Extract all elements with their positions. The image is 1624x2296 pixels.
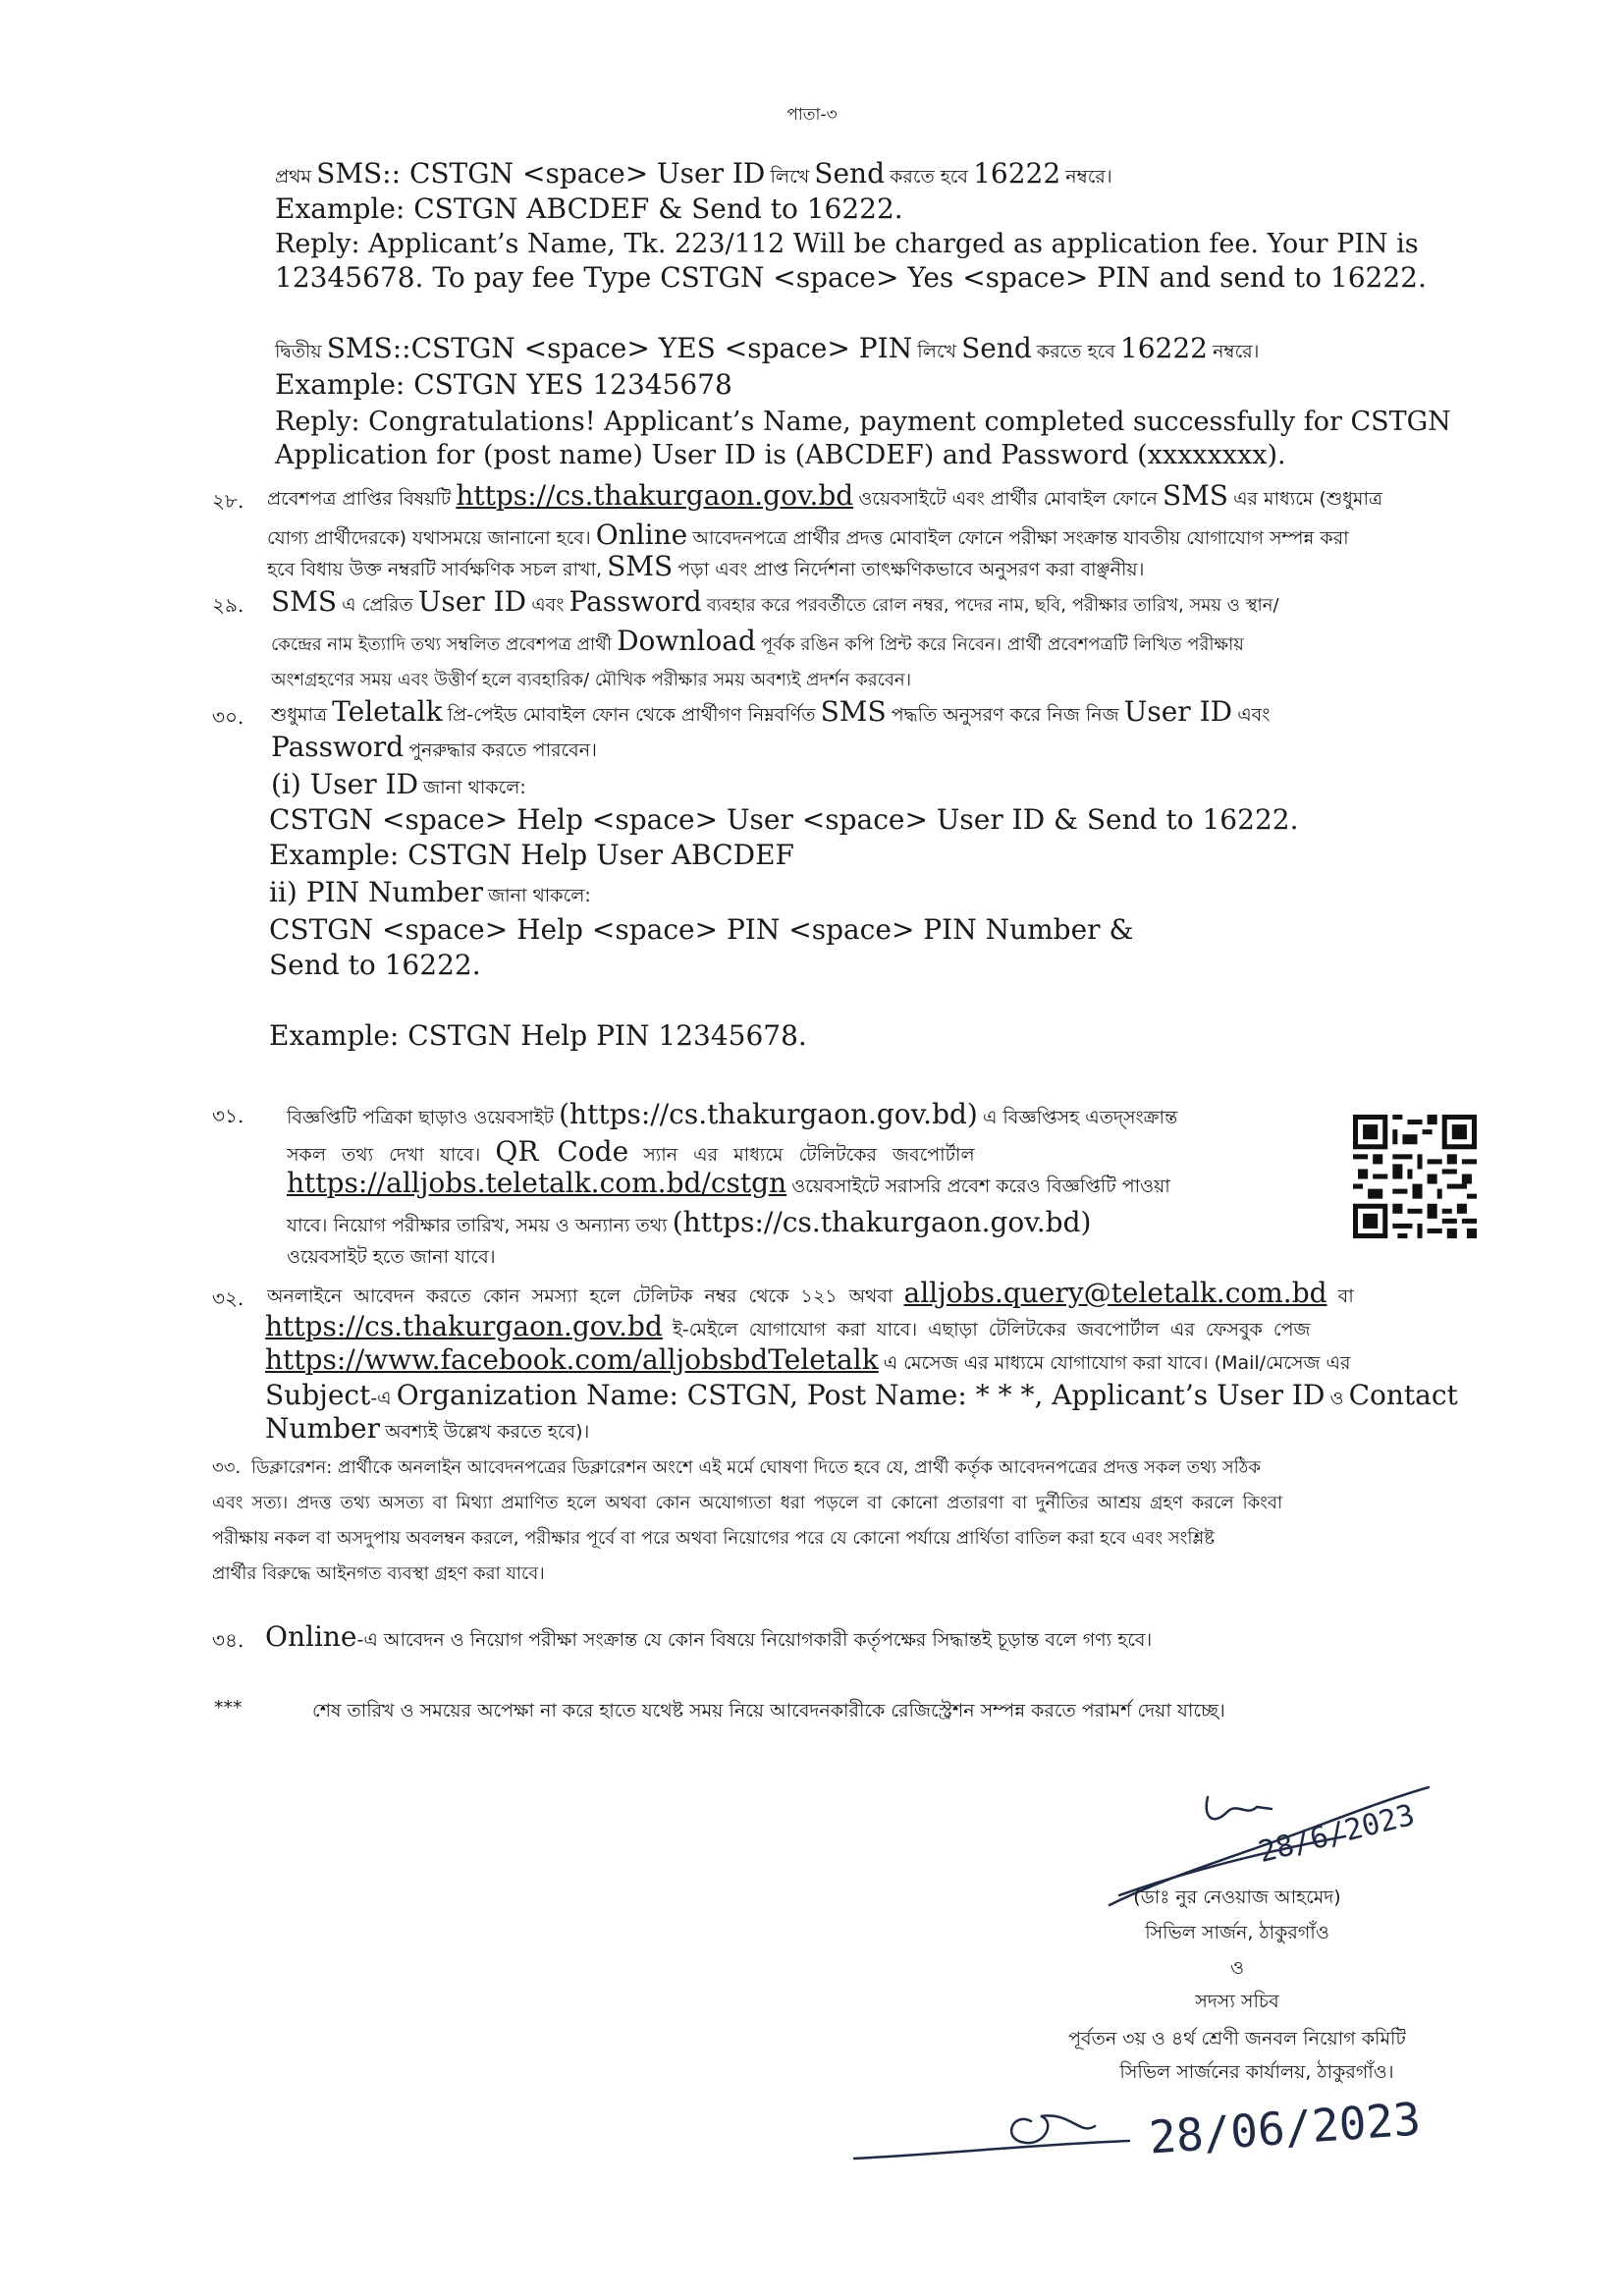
item-34-number: ৩৪.: [212, 1628, 244, 1652]
item-30-line-1: শুধুমাত্র Teletalk প্রি-পেইড মোবাইল ফোন থেকে প্রার্থীগণ নিম্নবর্ণিত SMS পদ্ধতি অনুসরণ করে নিজ নিজ User ID এবং: [271, 695, 1271, 728]
cs-website-link[interactable]: https://cs.thakurgaon.gov.bd: [456, 479, 854, 512]
signatory-title: সিভিল সার্জন, ঠাকুরগাঁও: [1145, 1922, 1329, 1943]
item-29-number: ২৯.: [212, 593, 244, 617]
page-number: পাতা-৩: [786, 105, 838, 125]
signatory-and: ও: [1230, 1957, 1244, 1979]
item-31-line-5: ওয়েবসাইট হতে জানা যাবে।: [287, 1246, 496, 1268]
item-28-line-1: প্রবেশপত্র প্রাপ্তির বিষয়টি https://cs.thakurgaon.gov.bd ওয়েবসাইটে এবং প্রার্থীর মোবাইল ফোনে SMS এর মাধ্যমে (শুধুমাত্র: [267, 479, 1382, 512]
item-30-line-3: (i) User ID জানা থাকলে:: [271, 768, 526, 800]
item-31-line-3: https://alljobs.teletalk.com.bd/cstgn ওয়েবসাইটে সরাসরি প্রবেশ করেও বিজ্ঞপ্তিটি পাওয়া: [287, 1167, 1170, 1199]
item-31-line-1: বিজ্ঞপ্তিটি পত্রিকা ছাড়াও ওয়েবসাইট (https://cs.thakurgaon.gov.bd) এ বিজ্ঞপ্তিসহ এতদ্‌সংক্রান্ত: [287, 1098, 1178, 1130]
second-sms-reply-1: Reply: Congratulations! Applicant’s Name, payment completed successfully for CSTGN: [275, 407, 1451, 437]
item-33-line-2: এবং সত্য। প্রদত্ত তথ্য অসত্য বা মিথ্যা প্রমাণিত হলে অথবা কোন অযোগ্যতা ধরা পড়লে বা কোনো প্রতারণা বা দুর্নীতির আশ্রয় গ্রহণ করলে কিংবা: [212, 1493, 1283, 1513]
item-29-line-1: SMS এ প্রেরিত User ID এবং Password ব্যবহার করে পরবর্তীতে রোল নম্বর, পদের নাম, ছবি, পরীক্ষার তারিখ, সময় ও স্থান/: [271, 585, 1279, 618]
item-30-help-pin: CSTGN <space> Help <space> PIN <space> PIN Number &: [269, 913, 1134, 946]
item-29-line-2: কেন্দ্রের নাম ইত্যাদি তথ্য সম্বলিত প্রবেশপত্র প্রার্থী Download পূর্বক রঙিন কপি প্রিন্ট করে নিবেন। প্রার্থী প্রবেশপত্রটি লিখিত পরীক্ষায়: [271, 625, 1244, 657]
first-sms-reply-1: Reply: Applicant’s Name, Tk. 223/112 Will be charged as application fee. Your PIN is: [275, 229, 1419, 259]
item-30-send-pin: Send to 16222.: [269, 949, 481, 981]
signatory-committee: পূর্বতন ৩য় ও ৪র্থ শ্রেণী জনবল নিয়োগ কমিটি: [1068, 2028, 1406, 2050]
qr-code-icon[interactable]: [1353, 1115, 1477, 1238]
item-31-line-4: যাবে। নিয়োগ পরীক্ষার তারিখ, সময় ও অন্যান্য তথ্য (https://cs.thakurgaon.gov.bd): [287, 1206, 1092, 1238]
item-29-line-3: অংশগ্রহণের সময় এবং উত্তীর্ণ হলে ব্যবহারিক/ মৌখিক পরীক্ষার সময় অবশ্যই প্রদর্শন করবেন।: [271, 670, 912, 690]
note-text: শেষ তারিখ ও সময়ের অপেক্ষা না করে হাতে যথেষ্ট সময় নিয়ে আবেদনকারীকে রেজিস্ট্রেশন সম্পন্ন করতে পরামর্শ দেয়া যাচ্ছে।: [312, 1700, 1225, 1722]
teletalk-cstgn-link[interactable]: https://alljobs.teletalk.com.bd/cstgn: [287, 1167, 787, 1199]
item-30-line-2: Password পুনরুদ্ধার করতে পারবেন।: [271, 731, 597, 763]
item-34-line: Online-এ আবেদন ও নিয়োগ পরীক্ষা সংক্রান্ত যে কোন বিষয়ে নিয়োগকারী কর্তৃপক্ষের সিদ্ধান্তই চূড়ান্ত বলে গণ্য হবে।: [265, 1620, 1153, 1653]
first-sms-line: প্রথম SMS:: CSTGN <space> User ID লিখে Send করতে হবে 16222 নম্বরে।: [275, 157, 1112, 190]
item-32-line-3: https://www.facebook.com/alljobsbdTeletalk এ মেসেজ এর মাধ্যমে যোগাযোগ করা যাবে। (Mail/মেসেজ এর: [265, 1343, 1351, 1376]
item-32-number: ৩২.: [212, 1286, 244, 1310]
support-email-link[interactable]: alljobs.query@teletalk.com.bd: [903, 1277, 1327, 1309]
item-33-number: ৩৩.: [212, 1457, 242, 1478]
item-32-line-5: Number অবশ্যই উল্লেখ করতে হবে)।: [265, 1412, 590, 1445]
handwritten-date-2: 28/06/2023: [1147, 2092, 1423, 2164]
item-30-number: ৩০.: [212, 705, 244, 729]
item-33-line-4: প্রার্থীর বিরুদ্ধে আইনগত ব্যবস্থা গ্রহণ করা যাবে।: [212, 1563, 545, 1584]
item-31-number: ৩১.: [212, 1104, 244, 1127]
signatory-office: সিভিল সার্জনের কার্যালয়, ঠাকুরগাঁও।: [1119, 2061, 1394, 2083]
item-33-line-1: ডিক্লারেশন: প্রার্থীকে অনলাইন আবেদনপত্রের ডিক্লারেশন অংশে এই মর্মে ঘোষণা দিতে হবে যে, প্রার্থী কর্তৃক আবেদনপত্রের প্রদত্ত সকল তথ্য সঠিক: [251, 1457, 1261, 1478]
item-33-line-3: পরীক্ষায় নকল বা অসদুপায় অবলম্বন করলে, পরীক্ষার পূর্বে বা পরে অথবা নিয়োগের পরে যে কোনো পর্যায়ে প্রার্থিতা বাতিল করা হবে এবং সংশ্লিষ্ট: [212, 1528, 1216, 1549]
signatory-name: (ডাঃ নুর নেওয়াজ আহমেদ): [1133, 1886, 1341, 1908]
item-32-line-2: https://cs.thakurgaon.gov.bd ই-মেইলে যোগাযোগ করা যাবে। এছাড়া টেলিটকের জবপোর্টাল এর ফেসবুক পেজ: [265, 1310, 1311, 1342]
signatory-role: সদস্য সচিব: [1195, 1991, 1279, 2012]
item-30-help-user: CSTGN <space> Help <space> User <space> User ID & Send to 16222.: [269, 803, 1299, 836]
item-28-line-3: হবে বিধায় উক্ত নম্বরটি সার্বক্ষণিক সচল রাখা, SMS পড়া এবং প্রাপ্ত নির্দেশনা তাৎক্ষণিকভাবে অনুসরণ করা বাঞ্ছনীয়।: [267, 550, 1145, 582]
first-sms-reply-2: 12345678. To pay fee Type CSTGN <space> Yes <space> PIN and send to 16222.: [275, 261, 1427, 294]
item-32-line-4: Subject-এ Organization Name: CSTGN, Post Name: * * *, Applicant’s User ID ও Contact: [265, 1379, 1458, 1411]
note-stars: ***: [214, 1697, 243, 1719]
item-32-line-1: অনলাইনে আবেদন করতে কোন সমস্যা হলে টেলিটক নম্বর থেকে ১২১ অথবা alljobs.query@teletalk.com.bd বা: [267, 1277, 1354, 1309]
item-28-line-2: যোগ্য প্রার্থীদেরকে) যথাসময়ে জানানো হবে। Online আবেদনপত্রে প্রার্থীর প্রদত্ত মোবাইল ফোনে পরীক্ষা সংক্রান্ত যাবতীয় যোগাযোগ সম্পন্ন করা: [267, 519, 1349, 551]
item-28-number: ২৮.: [212, 489, 244, 513]
first-sms-example: Example: CSTGN ABCDEF & Send to 16222.: [275, 192, 903, 225]
cs-website-link-2[interactable]: https://cs.thakurgaon.gov.bd: [265, 1310, 663, 1342]
second-sms-reply-2: Application for (post name) User ID is (ABCDEF) and Password (xxxxxxxx).: [275, 440, 1286, 470]
handwritten-date-1: 28/6/2023: [1255, 1797, 1419, 1871]
item-30-example-pin: Example: CSTGN Help PIN 12345678.: [269, 1019, 807, 1052]
facebook-page-link[interactable]: https://www.facebook.com/alljobsbdTeletalk: [265, 1343, 879, 1376]
second-sms-example: Example: CSTGN YES 12345678: [275, 368, 732, 401]
item-31-line-2: সকল তথ্য দেখা যাবে। QR Code স্যান এর মাধ্যমে টেলিটকের জবপোর্টাল: [287, 1135, 975, 1168]
second-sms-line: দ্বিতীয় SMS::CSTGN <space> YES <space> PIN লিখে Send করতে হবে 16222 নম্বরে।: [275, 332, 1260, 364]
item-30-example-user: Example: CSTGN Help User ABCDEF: [269, 839, 794, 871]
item-30-line-6: ii) PIN Number জানা থাকলে:: [269, 876, 591, 908]
